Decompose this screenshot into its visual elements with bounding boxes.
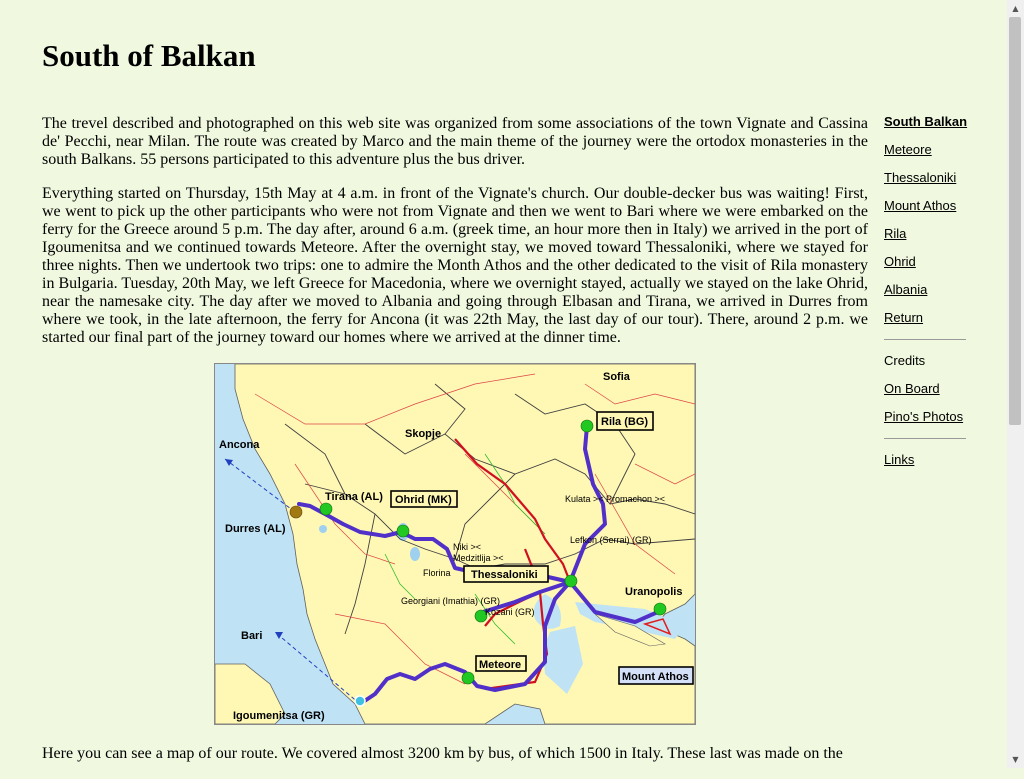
- map-label-ancona: Ancona: [219, 439, 260, 451]
- scroll-up-arrow-icon[interactable]: ▲: [1012, 4, 1019, 13]
- map-label-ohrid: Ohrid (MK): [395, 494, 452, 506]
- nav-link-meteore[interactable]: Meteore: [884, 142, 932, 157]
- map-label-thessaloniki: Thessaloniki: [471, 569, 538, 581]
- nav-link-on-board[interactable]: On Board: [884, 381, 940, 396]
- map-label-georgiani: Georgiani (Imathia) (GR): [401, 596, 501, 606]
- map-label-skopje: Skopje: [405, 428, 442, 440]
- map-label-igoumenitsa: Igoumenitsa (GR): [233, 710, 325, 722]
- map-label-meteore: Meteore: [479, 659, 522, 671]
- sidebar-divider: [884, 339, 966, 340]
- map-label-uranopolis: Uranopolis: [625, 586, 683, 598]
- nav-link-pinos-photos[interactable]: Pino's Photos: [884, 409, 964, 424]
- route-map: [214, 363, 696, 725]
- vertical-scrollbar[interactable]: [1007, 0, 1024, 768]
- nav-link-thessaloniki[interactable]: Thessaloniki: [884, 170, 957, 185]
- map-label-sofia: Sofia: [603, 371, 630, 383]
- map-label-durres: Durres (AL): [225, 523, 286, 535]
- route-paragraph: Here you can see a map of our route. We covered almost 3200 km by bus, of which 1500 in Italy. These last was made on the: [42, 745, 843, 762]
- nav-link-rila[interactable]: Rila: [884, 226, 907, 241]
- map-label-rila: Rila (BG): [601, 416, 649, 428]
- route-map-image: [215, 364, 695, 724]
- scrollbar-thumb[interactable]: [1009, 17, 1021, 425]
- map-label-tirana: Tirana (AL): [325, 491, 383, 503]
- sidebar-divider: [884, 438, 966, 439]
- nav-link-mount-athos[interactable]: Mount Athos: [884, 198, 957, 213]
- map-label-kulata: Kulata >< Promachon ><: [565, 494, 666, 504]
- scroll-down-arrow-icon[interactable]: ▼: [1012, 755, 1019, 764]
- main-content: [42, 115, 868, 779]
- nav-link-south-balkan[interactable]: South Balkan: [884, 114, 968, 129]
- nav-link-return[interactable]: Return: [884, 310, 924, 325]
- nav-link-links[interactable]: Links: [884, 452, 915, 467]
- map-label-bari: Bari: [241, 630, 263, 642]
- intro-paragraph: The trevel described and photographed on this web site was organized from some associations of the town Vignate and Cassina de' Pecchi, near Milan. The route was created by Marco and the main theme of the journey were the ortodox monasteries in the south Balkans. 55 persons participated to this adventure plus the bus driver.: [42, 115, 868, 168]
- itinerary-paragraph: Everything started on Thursday, 15th May at 4 a.m. in front of the Vignate's church. Our double-decker bus was waiting! First, we went to pick up the other participants who were not from Vignate and then we went to Bari where we were embarked on the ferry for the Greece around 5 p.m. The day after, around 6 a.m. (greek time, an hour more then in Italy) we arrived in the port of Igoumenitsa and we continued towards Meteore. After the overnight stay, we moved toward Thessaloniki, where we stayed for three nights. Then we undertook two trips: one to admire the Month Athos and the other dedicated to the visit of Rila monastery in Bulgaria. Tuesday, 20th May, we left Greece for Macedonia, where we overnight stayed, actually we stayed on the lake Ohrid, near the namesake city. The day after we moved to Albania and going through Elbasan and Tirana, we arrived in Durres from where we took, in the late afternoon, the ferry for Ancona (it was 22th May, the last day of our tour). There, around 2 p.m. we started our final part of the journey toward our homes where we arrived at the dinner time.: [42, 185, 868, 346]
- map-label-lefkon: Lefkon (Serrai) (GR): [570, 535, 652, 545]
- map-label-medzitlija: Medzitlija ><: [453, 553, 504, 563]
- nav-link-ohrid[interactable]: Ohrid: [884, 254, 916, 269]
- page-title: South of Balkan: [42, 38, 256, 73]
- map-label-florina: Florina: [423, 568, 451, 578]
- map-label-kozani: Kozani (GR): [485, 607, 535, 617]
- nav-link-albania[interactable]: Albania: [884, 282, 928, 297]
- map-label-niki: Niki ><: [453, 542, 482, 552]
- nav-label-credits: Credits: [884, 353, 926, 368]
- map-label-mount-athos: Mount Athos: [622, 671, 689, 683]
- sidebar-nav: [884, 114, 968, 480]
